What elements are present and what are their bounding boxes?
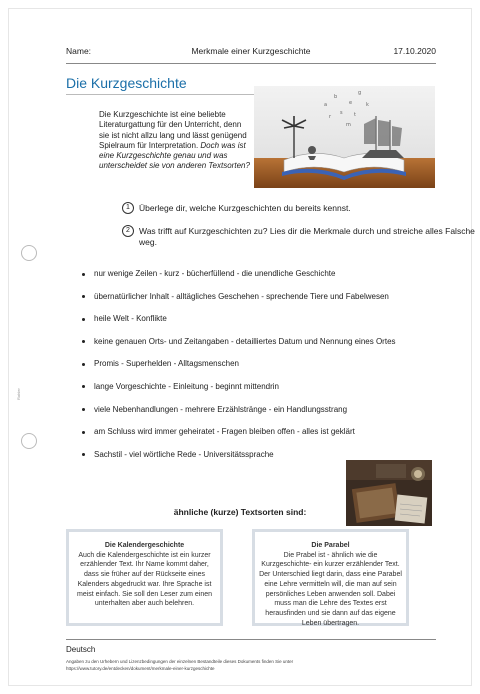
box-title: Die Parabel bbox=[311, 542, 350, 549]
bullet-icon bbox=[82, 340, 85, 343]
svg-text:e: e bbox=[349, 100, 353, 106]
list-item-text: lange Vorgeschichte - Einleitung - beginnt mittendrin bbox=[94, 381, 279, 391]
box-text: Auch die Kalendergeschichte ist ein kurzer erzählender Text. Ihr Name kommt daher, dass sie früher auf der Rückseite eines Kalenders abgedruckt war. Ihre Sprache ist meist einfach. Sie soll den Leser zum einen unterhalten aber auch belehren. bbox=[76, 551, 213, 608]
box-title: Die Kalendergeschichte bbox=[104, 542, 185, 549]
list-item bbox=[82, 359, 462, 382]
footer-divider bbox=[66, 639, 436, 640]
task-text: Überlege dir, welche Kurzgeschichten du bereits kennst. bbox=[139, 203, 351, 213]
svg-text:k: k bbox=[366, 102, 369, 108]
header-date: 17.10.2020 bbox=[393, 46, 436, 56]
task-text-line2: weg. bbox=[139, 237, 157, 247]
bullet-icon bbox=[82, 453, 85, 456]
page-title: Die Kurzgeschichte bbox=[66, 75, 187, 91]
bullet-icon bbox=[82, 273, 85, 276]
page-header bbox=[66, 46, 436, 60]
svg-text:a: a bbox=[324, 102, 328, 108]
open-book-illustration bbox=[254, 86, 435, 188]
list-item-text: am Schluss wird immer geheiratet - Fragen bleiben offen - alles ist geklärt bbox=[94, 427, 355, 437]
bullet-icon bbox=[82, 295, 85, 298]
punch-hole bbox=[21, 433, 37, 449]
list-item-text: heile Welt - Konflikte bbox=[94, 314, 167, 324]
punch-hole bbox=[21, 245, 37, 261]
svg-text:m: m bbox=[346, 122, 351, 128]
footer-note bbox=[66, 659, 446, 672]
list-item-text: viele Nebenhandlungen - mehrere Erzählstränge - ein Handlungsstrang bbox=[94, 404, 348, 414]
list-item bbox=[82, 314, 462, 337]
task-number-badge: 1 bbox=[122, 202, 134, 214]
kalendergeschichte-box bbox=[66, 529, 223, 626]
svg-text:t: t bbox=[354, 112, 356, 118]
header-title: Merkmale einer Kurzgeschichte bbox=[191, 46, 311, 56]
svg-text:b: b bbox=[334, 94, 338, 100]
list-item-text: Sachstil - viel wörtliche Rede - Universitätssprache bbox=[94, 449, 274, 459]
intro-question: Doch was ist eine Kurzgeschichte genau und was unterscheidet sie von anderen Textsorten? bbox=[99, 140, 250, 171]
header-divider bbox=[66, 63, 436, 64]
footer-note-line2: https://www.tutory.de/entdecken/dokument/merkmale-einer-kurzgeschichte bbox=[66, 665, 215, 671]
footer-note-line1: Angaben zu den Urhebern und Lizenzbedingungen der einzelnen Bestandteile dieses Dokuments finden Sie unter bbox=[66, 659, 294, 664]
bullet-icon bbox=[82, 363, 85, 366]
intro-text bbox=[99, 110, 250, 189]
list-item bbox=[82, 269, 462, 292]
task-number-badge: 2 bbox=[122, 225, 134, 237]
list-item bbox=[82, 292, 462, 315]
task-text-line1: Was trifft auf Kurzgeschichten zu? Lies dir die Merkmale durch und streiche alles Falsche bbox=[139, 226, 475, 236]
svg-text:r: r bbox=[329, 114, 332, 120]
svg-text:g: g bbox=[358, 90, 362, 96]
svg-text:s: s bbox=[340, 110, 343, 116]
list-item bbox=[82, 427, 462, 450]
list-item bbox=[82, 405, 462, 428]
feature-list bbox=[82, 269, 462, 472]
box-text: Die Prabel ist - ähnlich wie die Kurzgeschichte- ein kurzer erzählender Text. Der Unterschied liegt darin, dass eine Parabel eine Lehre vermitteln will, die man auf sein persönliches Leben anwenden soll. Dabei muss man die Lehre des Textes erst herausfinden und sie dann auf das eigene Leben übertragen. bbox=[259, 551, 402, 627]
list-item-text: übernatürlicher Inhalt - alltägliches Geschehen - sprechende Tiere und Fabelwesen bbox=[94, 291, 389, 301]
list-item-text: Promis - Superhelden - Alltagsmenschen bbox=[94, 359, 239, 369]
list-item-text: keine genauen Orts- und Zeitangaben - detailliertes Datum und Nennung eines Ortes bbox=[94, 336, 396, 346]
intro-paragraph: Die Kurzgeschichte ist eine beliebte Literaturgattung für den Unterricht, denn sie ist nicht allzu lang und lässt genügend Spielraum für Interpretation. bbox=[99, 110, 247, 150]
title-underline bbox=[66, 94, 256, 95]
list-item bbox=[82, 382, 462, 405]
related-textsorts-title: ähnliche (kurze) Textsorten sind: bbox=[173, 507, 307, 517]
parabel-box bbox=[252, 529, 409, 626]
list-item bbox=[82, 337, 462, 360]
name-label: Name: bbox=[66, 46, 92, 56]
bullet-icon bbox=[82, 431, 85, 434]
side-label: Rahler bbox=[16, 388, 21, 400]
bullet-icon bbox=[82, 318, 85, 321]
footer-subject: Deutsch bbox=[66, 645, 96, 654]
list-item-text: nur wenige Zeilen - kurz - bücherfüllend - die unendliche Geschichte bbox=[94, 269, 336, 278]
bullet-icon bbox=[82, 385, 85, 388]
bullet-icon bbox=[82, 408, 85, 411]
